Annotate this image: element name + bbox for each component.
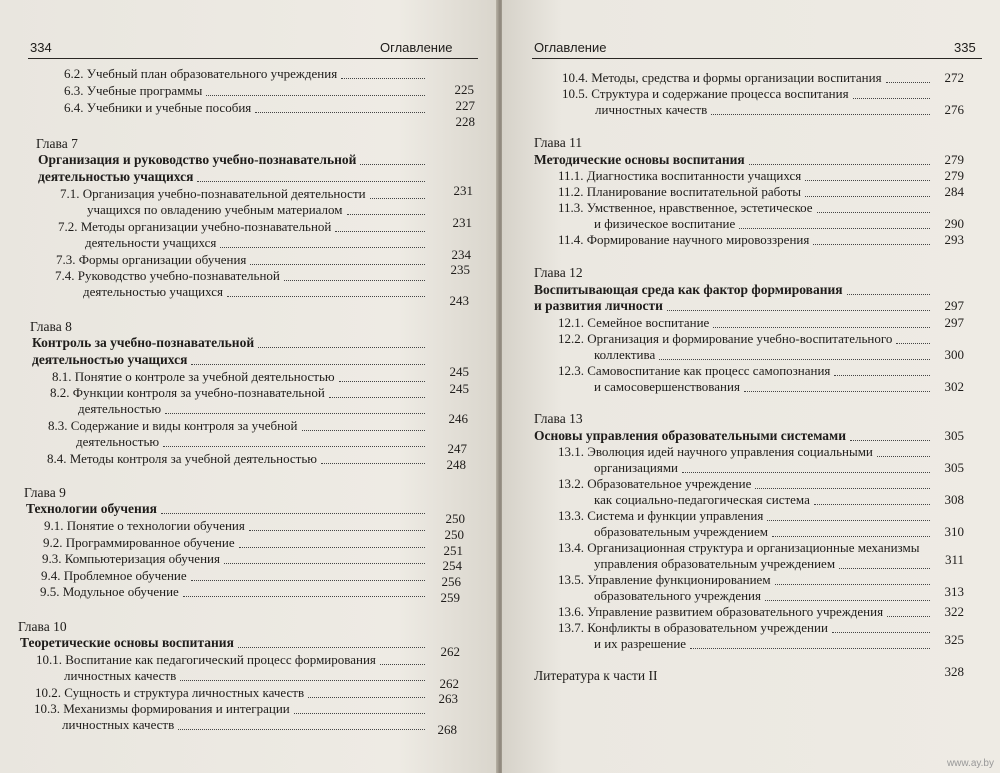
toc-entry: 8.3. Содержание и виды контроля за учебной xyxy=(48,418,298,433)
toc-page-number: 245 xyxy=(449,364,469,379)
dot-leader xyxy=(284,279,425,281)
toc-page-number: 250 xyxy=(444,527,464,542)
toc-page-number: 276 xyxy=(944,102,964,117)
chapter-heading: Глава 8 xyxy=(30,319,72,334)
toc-entry: личностных качеств xyxy=(64,668,177,683)
dot-leader xyxy=(341,77,425,79)
dot-leader xyxy=(682,471,930,473)
toc-entry: 9.5. Модульное обучение xyxy=(40,584,179,599)
dot-leader xyxy=(238,646,425,648)
dot-leader xyxy=(180,679,425,681)
dot-leader xyxy=(853,97,930,99)
toc-entry: 9.3. Компьютеризация обучения xyxy=(42,551,220,566)
dot-leader xyxy=(767,519,930,521)
dot-leader xyxy=(877,455,930,457)
toc-entry: 9.1. Понятие о технологии обучения xyxy=(44,518,245,533)
dot-leader xyxy=(896,342,930,344)
toc-entry: как социально-педагогическая система xyxy=(594,492,810,507)
toc-page-number: 322 xyxy=(944,604,964,619)
dot-leader xyxy=(775,583,930,585)
toc-page-number: 300 xyxy=(944,347,964,362)
toc-page-number: 228 xyxy=(455,114,475,129)
toc-entry: 12.1. Семейное воспитание xyxy=(558,315,710,330)
dot-leader xyxy=(250,263,425,265)
toc-page-number: 256 xyxy=(441,574,461,589)
toc-entry: и их разрешение xyxy=(594,636,687,651)
toc-page-number: 310 xyxy=(944,524,964,539)
dot-leader xyxy=(887,615,930,617)
toc-entry: образовательного учреждения xyxy=(594,588,761,603)
toc-entry: личностных качеств xyxy=(595,102,708,117)
dot-leader xyxy=(220,246,425,248)
toc-page-number: 243 xyxy=(449,293,469,308)
toc-entry: 7.4. Руководство учебно-познавательной xyxy=(55,268,280,283)
toc-entry: 13.5. Управление функционированием xyxy=(558,572,771,587)
toc-entry: и физическое воспитание xyxy=(594,216,736,231)
toc-page-number: 305 xyxy=(944,428,964,443)
toc-page-number: 245 xyxy=(449,381,469,396)
toc-entry: 7.3. Формы организации обучения xyxy=(56,252,247,267)
dot-leader xyxy=(886,81,930,83)
toc-entry: деятельностью xyxy=(76,434,160,449)
chapter-title: Организация и руководство учебно-познавательной xyxy=(38,152,357,167)
dot-leader xyxy=(755,487,930,489)
toc-entry: 9.4. Проблемное обучение xyxy=(41,568,187,583)
dot-leader xyxy=(191,579,425,581)
dot-leader xyxy=(711,113,930,115)
dot-leader xyxy=(163,445,425,447)
toc-page-number: 328 xyxy=(944,664,964,679)
right-page-number: 335 xyxy=(954,40,976,55)
toc-page-number: 234 xyxy=(451,247,471,262)
dot-leader xyxy=(206,94,425,96)
dot-leader xyxy=(347,213,425,215)
dot-leader xyxy=(249,529,425,531)
dot-leader xyxy=(370,197,425,199)
dot-leader xyxy=(255,111,425,113)
toc-page-number: 297 xyxy=(944,298,964,313)
toc-entry: 6.4. Учебники и учебные пособия xyxy=(64,100,252,115)
toc-entry: 6.3. Учебные программы xyxy=(64,83,203,98)
toc-page-number: 290 xyxy=(944,216,964,231)
toc-entry: деятельностью учащихся xyxy=(83,284,224,299)
toc-page-number: 247 xyxy=(447,441,467,456)
dot-leader xyxy=(197,180,425,182)
left-page xyxy=(0,0,498,773)
toc-entry: 11.1. Диагностика воспитанности учащихся xyxy=(558,168,802,183)
dot-leader xyxy=(667,309,930,311)
toc-entry: 10.2. Сущность и структура личностных качеств xyxy=(35,685,305,700)
dot-leader xyxy=(847,293,930,295)
toc-entry: личностных качеств xyxy=(62,717,175,732)
toc-page-number: 263 xyxy=(438,691,458,706)
dot-leader xyxy=(161,512,425,514)
toc-page-number: 305 xyxy=(944,460,964,475)
toc-entry: 13.7. Конфликты в образовательном учреждении xyxy=(558,620,828,635)
chapter-title: Технологии обучения xyxy=(26,501,157,516)
toc-page-number: 308 xyxy=(944,492,964,507)
toc-entry: деятельности учащихся xyxy=(85,235,217,250)
toc-page-number: 293 xyxy=(944,232,964,247)
left-running-head: Оглавление xyxy=(380,40,453,55)
chapter-heading: Глава 13 xyxy=(534,411,583,426)
toc-entry: 8.1. Понятие о контроле за учебной деятельностью xyxy=(52,369,335,384)
toc-page-number: 262 xyxy=(440,644,460,659)
left-page-number: 334 xyxy=(30,40,52,55)
chapter-title: и развития личности xyxy=(534,298,663,313)
dot-leader xyxy=(191,363,425,365)
dot-leader xyxy=(380,663,425,665)
toc-entry: 10.1. Воспитание как педагогический процесс формирования xyxy=(36,652,376,667)
toc-page-number: 297 xyxy=(944,315,964,330)
right-running-head: Оглавление xyxy=(534,40,607,55)
chapter-heading: Глава 12 xyxy=(534,265,583,280)
toc-page-number: 231 xyxy=(453,183,473,198)
toc-page-number: 279 xyxy=(944,152,964,167)
toc-page-number: 302 xyxy=(944,379,964,394)
left-header-rule xyxy=(28,58,478,59)
dot-leader xyxy=(805,195,930,197)
toc-entry: 13.2. Образовательное учреждение xyxy=(558,476,752,491)
toc-entry: 13.6. Управление развитием образовательного учреждения xyxy=(558,604,884,619)
dot-leader xyxy=(224,562,425,564)
toc-entry: 7.2. Методы организации учебно-познавательной xyxy=(58,219,332,234)
chapter-heading: Глава 11 xyxy=(534,135,583,150)
toc-page-number: 311 xyxy=(944,552,964,567)
dot-leader xyxy=(294,712,425,714)
dot-leader xyxy=(839,567,930,569)
toc-page-number: 272 xyxy=(944,70,964,85)
toc-page-number: 250 xyxy=(445,511,465,526)
chapter-title: Воспитывающая среда как фактор формирования xyxy=(534,282,843,297)
toc-page-number: 231 xyxy=(452,215,472,230)
toc-entry: 10.4. Методы, средства и формы организации воспитания xyxy=(562,70,882,85)
dot-leader xyxy=(329,396,425,398)
toc-page-number: 262 xyxy=(439,676,459,691)
dot-leader xyxy=(360,163,425,165)
toc-page-number: 251 xyxy=(443,543,463,558)
dot-leader xyxy=(814,503,930,505)
chapter-title: деятельностью учащихся xyxy=(38,169,194,184)
dot-leader xyxy=(817,211,930,213)
dot-leader xyxy=(335,230,425,232)
right-page xyxy=(502,0,1000,773)
toc-page-number: 284 xyxy=(944,184,964,199)
toc-page-number: 248 xyxy=(446,457,466,472)
watermark: www.ay.by xyxy=(946,758,994,769)
chapter-title: деятельностью учащихся xyxy=(32,352,188,367)
dot-leader xyxy=(227,295,425,297)
dot-leader xyxy=(321,462,425,464)
toc-entry: 12.3. Самовоспитание как процесс самопознания xyxy=(558,363,831,378)
toc-entry: управления образовательным учреждением xyxy=(594,556,836,571)
toc-page-number: 246 xyxy=(448,411,468,426)
dot-leader xyxy=(832,631,930,633)
dot-leader xyxy=(308,696,425,698)
toc-entry: 12.2. Организация и формирование учебно-воспитательного xyxy=(558,331,893,346)
toc-entry: коллектива xyxy=(594,347,656,362)
dot-leader xyxy=(834,374,930,376)
toc-entry: 6.2. Учебный план образовательного учреждения xyxy=(64,66,338,81)
toc-entry: 11.3. Умственное, нравственное, эстетическое xyxy=(558,200,813,215)
chapter-title: Методические основы воспитания xyxy=(534,152,745,167)
dot-leader xyxy=(805,179,930,181)
dot-leader xyxy=(713,326,930,328)
dot-leader xyxy=(165,412,425,414)
toc-page-number: 227 xyxy=(455,98,475,113)
toc-entry: деятельностью xyxy=(78,401,162,416)
toc-entry: 9.2. Программированное обучение xyxy=(43,535,235,550)
dot-leader xyxy=(744,390,930,392)
dot-leader xyxy=(183,595,425,597)
dot-leader xyxy=(258,346,425,348)
dot-leader xyxy=(178,728,425,730)
toc-page-number: 225 xyxy=(454,82,474,97)
toc-entry: 13.4. Организационная структура и организационные механизмы xyxy=(558,540,920,555)
toc-entry: 13.1. Эволюция идей научного управления социальными xyxy=(558,444,873,459)
dot-leader xyxy=(749,163,930,165)
dot-leader xyxy=(239,546,425,548)
toc-page-number: 235 xyxy=(450,262,470,277)
chapter-heading: Глава 7 xyxy=(36,136,78,151)
toc-entry: и самосовершенствования xyxy=(594,379,740,394)
toc-entry: организациями xyxy=(594,460,678,475)
chapter-title: Теоретические основы воспитания xyxy=(20,635,234,650)
toc-entry: образовательным учреждением xyxy=(594,524,768,539)
toc-page-number: 325 xyxy=(944,632,964,647)
toc-entry: 8.2. Функции контроля за учебно-познавательной xyxy=(50,385,325,400)
chapter-heading: Глава 10 xyxy=(18,619,67,634)
dot-leader xyxy=(690,647,930,649)
right-header-rule xyxy=(532,58,982,59)
toc-entry: 10.5. Структура и содержание процесса воспитания xyxy=(562,86,849,101)
toc-page-number: 268 xyxy=(437,722,457,737)
dot-leader xyxy=(772,535,930,537)
dot-leader xyxy=(339,380,425,382)
dot-leader xyxy=(813,243,930,245)
toc-entry: 13.3. Система и функции управления xyxy=(558,508,764,523)
dot-leader xyxy=(739,227,930,229)
toc-page-number: 254 xyxy=(442,558,462,573)
toc-entry: 7.1. Организация учебно-познавательной деятельности xyxy=(60,186,366,201)
chapter-heading: Глава 9 xyxy=(24,485,66,500)
chapter-title: Контроль за учебно-познавательной xyxy=(32,335,255,350)
chapter-heading: Литература к части II xyxy=(534,668,658,683)
chapter-title: Основы управления образовательными системами xyxy=(534,428,847,443)
toc-entry: 11.2. Планирование воспитательной работы xyxy=(558,184,801,199)
toc-page-number: 313 xyxy=(944,584,964,599)
toc-entry: 10.3. Механизмы формирования и интеграции xyxy=(34,701,290,716)
toc-page-number: 279 xyxy=(944,168,964,183)
dot-leader xyxy=(659,358,930,360)
dot-leader xyxy=(302,429,425,431)
dot-leader xyxy=(850,439,930,441)
toc-entry: учащихся по овладению учебным материалом xyxy=(87,202,343,217)
dot-leader xyxy=(765,599,930,601)
toc-entry: 11.4. Формирование научного мировоззрения xyxy=(558,232,810,247)
toc-entry: 8.4. Методы контроля за учебной деятельностью xyxy=(47,451,317,466)
toc-page-number: 259 xyxy=(440,590,460,605)
